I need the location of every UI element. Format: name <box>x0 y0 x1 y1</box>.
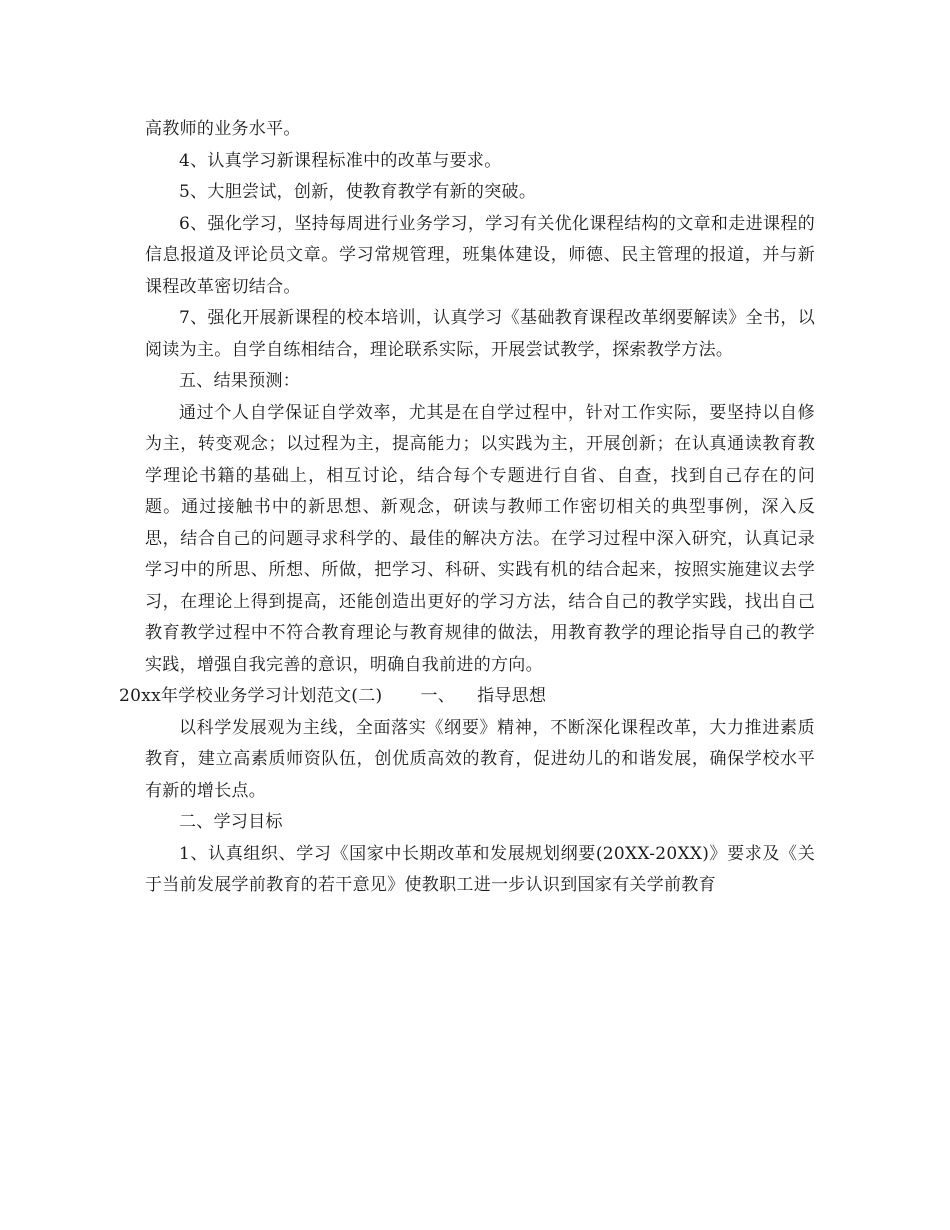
section-heading-results: 五、结果预测： <box>179 371 301 391</box>
section-number: 一、 <box>420 686 456 706</box>
section-heading-goals: 二、学习目标 <box>179 812 283 832</box>
paragraph-results-body: 通过个人自学保证自学效率，尤其是在自学过程中，针对工作实际，要坚持以自修为主，转变观念；以过程为主，提高能力；以实践为主，开展创新；在认真通读教育教学理论书籍的基础上，相互讨论，结合每个专题进行自省、自查，找到自己存在的问题。通过接触书中的新思想、新观念，研读与教师工作密切相关的典型事例，深入反思，结合自己的问题寻求科学的、最佳的解决方法。在学习过程中深入研究，认真记录学习中的所思、所想、所做，把学习、科研、实践有机的结合起来，按照实施建议去学习，在理论上得到提高，还能创造出更好的学习方法，结合自己的教学实践，找出自己教育教学过程中不符合教育理论与教育规律的做法，用教育教学的理论指导自己的教学实践，增强自我完善的意识，明确自我前进的方向。 <box>145 402 815 675</box>
paragraph-item-5: 5、大胆尝试，创新，使教育教学有新的突破。 <box>179 182 537 202</box>
document-title: 20xx年学校业务学习计划范文(二) <box>119 686 383 706</box>
paragraph-item-6: 6、强化学习，坚持每周进行业务学习，学习有关优化课程结构的文章和走进课程的信息报道及评论员文章。学习常规管理，班集体建设，师德、民主管理的报道，并与新课程改革密切结合。 <box>145 213 815 297</box>
section-title: 指导思想 <box>477 686 547 706</box>
paragraph-guiding-thought: 以科学发展观为主线，全面落实《纲要》精神，不断深化课程改革，大力推进素质教育，建立高素质师资队伍，创优质高效的教育，促进幼儿的和谐发展，确保学校水平有新的增长点。 <box>145 717 815 801</box>
document-title-line <box>119 681 815 713</box>
paragraph-goal-1: 1、认真组织、学习《国家中长期改革和发展规划纲要(20XX-20XX)》要求及《关于当前发展学前教育的若干意见》使教职工进一步认识到国家有关学前教育 <box>145 843 815 895</box>
document-body <box>119 114 815 902</box>
paragraph-continuation: 高教师的业务水平。 <box>145 119 301 139</box>
paragraph-item-4: 4、认真学习新课程标准中的改革与要求。 <box>179 150 502 171</box>
paragraph-item-7: 7、强化开展新课程的校本培训，认真学习《基础教育课程改革纲要解读》全书，以阅读为主。自学自练相结合，理论联系实际，开展尝试教学，探索教学方法。 <box>145 308 815 360</box>
